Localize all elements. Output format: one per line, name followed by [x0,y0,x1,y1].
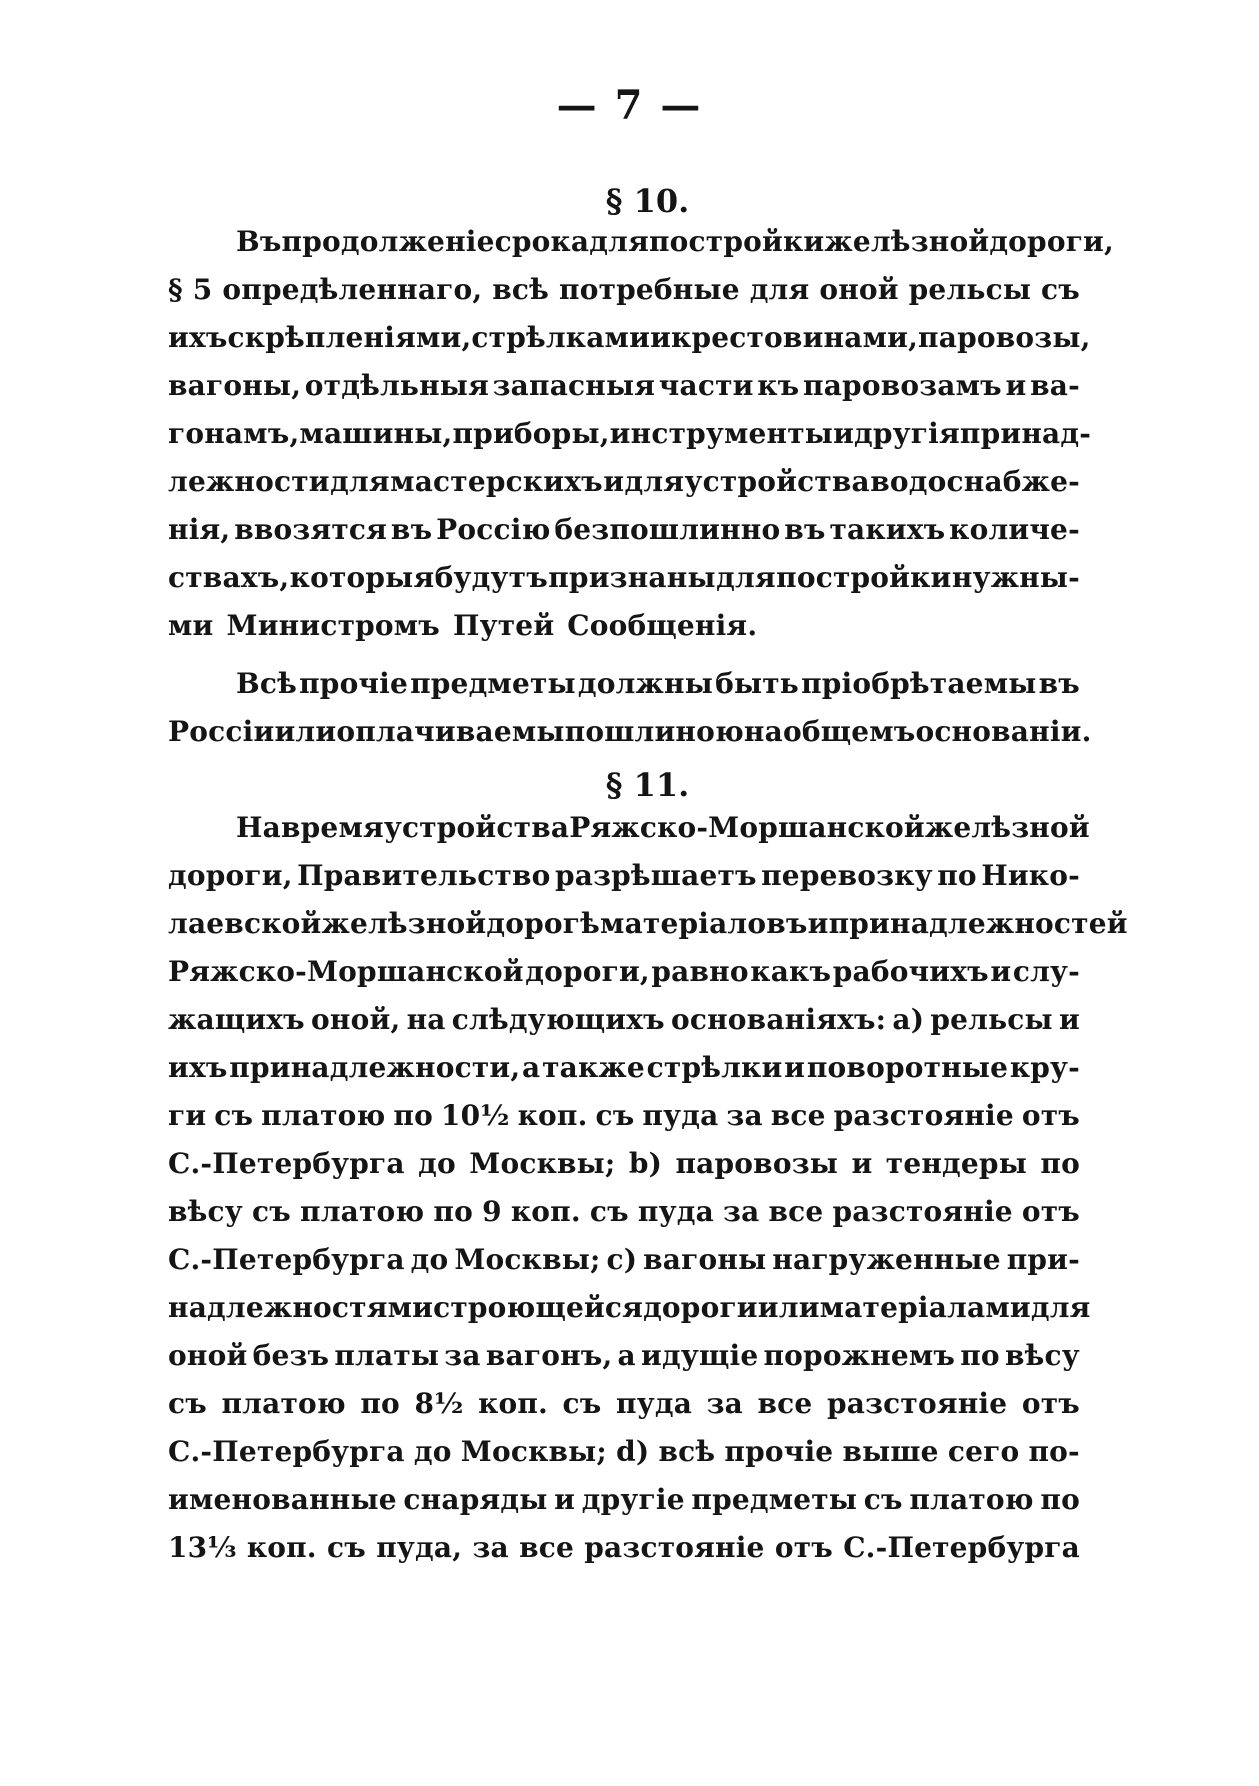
word: за [472,1531,509,1564]
word: съ [589,1195,629,1228]
word: оной, [311,1003,401,1036]
word: устройства [383,811,570,844]
word: 5 [192,273,213,306]
word: водоснабже- [870,465,1080,498]
word: вагонъ, [485,1339,613,1372]
word: срока [494,225,590,258]
word: для [589,225,649,258]
word: разстояніе [833,1099,1014,1132]
word: платою [221,1387,346,1420]
text-line [168,948,1080,996]
word: къ [757,369,800,402]
page-number: — 7 — [556,82,703,129]
text-line [168,660,1080,708]
word: постройки [648,225,825,258]
word: а [617,1339,636,1372]
text-line [168,362,1080,410]
word: ихъ [168,321,228,354]
word: ми [168,609,214,642]
word: съ [1041,273,1080,306]
word: 9 [482,1195,502,1228]
word: для [330,465,390,498]
word: дороги, [168,859,293,892]
word: на [406,1003,446,1036]
word: и [554,1483,576,1516]
word: слѣдующихъ [451,1003,665,1036]
word: платою [300,1195,425,1228]
word: принад- [959,417,1092,450]
word: коп. [510,1195,581,1228]
word: сего [947,1435,1020,1468]
word: все [757,1387,813,1420]
word: паровозамъ [803,369,1002,402]
word: На [236,811,281,844]
text-line [168,1140,1080,1188]
word: лежности [168,465,330,498]
word: съ [252,1195,291,1228]
word: Нико- [981,859,1080,892]
word: по [960,1339,1000,1372]
word: перевозку [761,859,933,892]
word: все [768,1195,824,1228]
word: Москвы; [460,1435,607,1468]
word: пуда [637,1195,714,1228]
text-line [168,852,1080,900]
word: или [757,1291,820,1324]
word: какъ [750,955,832,988]
word: поворотные [806,1051,1009,1084]
word: безпошлинно [554,513,781,546]
word: желѣзной [321,907,487,940]
word: разрѣшаетъ [554,859,757,892]
word: слу- [1012,955,1080,988]
word: крестовинами, [671,321,919,354]
section-heading-10: § 10. [605,182,690,220]
text-line [168,1332,1080,1380]
word: платы [334,1339,440,1372]
word: желѣзной [924,811,1090,844]
word: при- [1006,1243,1080,1276]
word: жащихъ [168,1003,305,1036]
word: основаніи. [915,715,1092,748]
word: рельсы [930,1003,1053,1036]
word: всѣ [658,1435,716,1468]
word: Сообщенія. [567,609,758,642]
word: платою [261,1099,386,1132]
word: и [603,465,625,498]
word: до [413,1435,452,1468]
word: ги [168,1099,207,1132]
text-line [168,1284,1091,1332]
word: все [519,1531,575,1564]
word: по [393,1099,433,1132]
word: также [542,1051,645,1084]
text-line [168,1428,1080,1476]
word: пуда [616,1387,693,1420]
word: ввозятся [234,513,388,546]
word: коп. [517,1099,588,1132]
word: предметы [691,1483,858,1516]
word: 10½ [440,1099,510,1132]
word: разстояніе [584,1531,765,1564]
word: въ [390,513,433,546]
word: дорогѣ [486,907,601,940]
word: стрѣлками [471,321,651,354]
word: снаряды [403,1483,548,1516]
word: а) [892,1003,925,1036]
word: разстояніе [832,1195,1013,1228]
word: порожнемъ [763,1339,956,1372]
text-line [168,996,1080,1044]
word: стрѣлки [646,1051,783,1084]
word: прочіе [299,667,408,700]
text-line [168,554,1080,602]
word: 8½ [414,1387,464,1420]
word: С.-Петербурга [168,1147,405,1180]
word: нужны- [951,561,1080,594]
word: отъ [1021,1195,1080,1228]
word: приборы, [452,417,610,450]
word: для [716,561,776,594]
word: С.-Петербурга [843,1531,1080,1564]
word: оной [168,1339,248,1372]
word: Всѣ [236,667,298,700]
text-line [168,1044,1080,1092]
section-heading-11: § 11. [605,766,690,804]
word: d) [616,1435,650,1468]
word: пуда [642,1099,719,1132]
word: нагруженные [772,1243,1001,1276]
word: другіе [581,1483,685,1516]
word: устройства [684,465,870,498]
text-line [168,1476,1080,1524]
word: Въ [236,225,282,258]
word: лаевской [168,907,322,940]
text-line [168,1524,1080,1572]
word: Правительство [297,859,551,892]
word: а [522,1051,541,1084]
word: по [360,1387,400,1420]
word: которыя [289,561,435,594]
word: инструменты [609,417,834,450]
text-line [168,506,1080,554]
section-11-paragraph-1 [168,804,1128,1572]
word: по [433,1195,473,1228]
word: будутъ [434,561,548,594]
word: запасныя [492,369,656,402]
word: должны [577,667,713,700]
text-line [168,1380,1080,1428]
word: пріобрѣтаемы [801,667,1037,700]
word: ва- [1030,369,1080,402]
text-line [168,602,1080,650]
word: и [851,1147,873,1180]
word: съ [562,1387,602,1420]
word: за [444,1339,481,1372]
word: равно [651,955,749,988]
word: съ [863,1483,903,1516]
word: нія, [168,513,231,546]
word: и [1005,369,1027,402]
word: ихъ [168,1051,228,1084]
word: основаніяхъ: [670,1003,887,1036]
word: отъ [1021,1387,1080,1420]
word: по [937,859,977,892]
word: желѣзной [824,225,990,258]
word: отдѣльныя [304,369,489,402]
word: признаны [548,561,716,594]
word: платою [909,1483,1034,1516]
text-line [168,1188,1080,1236]
word: гонамъ, [168,417,300,450]
word: оплачиваемы [336,715,565,748]
word: общемъ [782,715,916,748]
word: § [168,273,183,306]
word: съ [168,1387,207,1420]
word: дороги, [989,225,1114,258]
word: все [770,1099,826,1132]
text-line [168,218,1114,266]
text-line [168,708,1092,756]
word: рельсы [908,273,1032,306]
word: надлежностями [168,1291,434,1324]
text-line [168,266,1080,314]
word: кру- [1009,1051,1080,1084]
word: c) [606,1243,638,1276]
word: мастерскихъ [390,465,603,498]
word: и [833,417,855,450]
word: безъ [252,1339,330,1372]
word: для [749,273,810,306]
word: постройки [776,561,952,594]
word: машины, [299,417,453,450]
word: за [706,1387,743,1420]
word: быть [715,667,799,700]
word: Ряжско-Моршанской [569,811,925,844]
word: Путей [452,609,555,642]
word: другія [854,417,960,450]
word: продолженіе [281,225,495,258]
word: рабочихъ [832,955,989,988]
word: въ [1038,667,1080,700]
text-line [168,804,1090,852]
word: опредѣленнаго, [222,273,483,306]
word: прочіе [724,1435,834,1468]
word: Ряжско-Моршанской [168,955,524,988]
word: и [1058,1003,1080,1036]
text-line [168,410,1092,458]
text-line [168,458,1080,506]
word: b) [628,1147,663,1180]
word: съ [214,1099,254,1132]
word: предметы [410,667,576,700]
word: вѣсу [1004,1339,1080,1372]
word: съ [327,1531,366,1564]
word: тендеры [885,1147,1027,1180]
word: матеріалами [819,1291,1031,1324]
section-10-paragraph-1 [168,218,1114,650]
word: дороги [643,1291,758,1324]
word: Министромъ [226,609,440,642]
word: для [624,465,685,498]
word: скрѣпленіями, [227,321,472,354]
word: разстояніе [826,1387,1008,1420]
word: въ [784,513,826,546]
word: коп. [478,1387,549,1420]
word: коп. [246,1531,317,1564]
text-line [168,1092,1080,1140]
word: до [410,1243,449,1276]
word: до [418,1147,456,1180]
word: съ [595,1099,635,1132]
word: части [658,369,754,402]
word: строющейся [433,1291,644,1324]
word: по- [1028,1435,1080,1468]
word: идущіе [641,1339,759,1372]
word: всѣ [492,273,550,306]
word: для [1030,1291,1091,1324]
word: матеріаловъ [600,907,808,940]
word: принадлежности, [229,1051,521,1084]
word: ствахъ, [168,561,290,594]
word: или [274,715,337,748]
word: Россіи [168,715,275,748]
section-10-paragraph-2 [168,660,1092,756]
word: за [723,1195,760,1228]
word: и [990,955,1012,988]
word: вагоны, [168,369,302,402]
word: принадлежностей [828,907,1128,940]
word: вагоны [643,1243,767,1276]
word: по [1040,1147,1080,1180]
word: вѣсу [168,1195,243,1228]
word: С.-Петербурга [168,1243,405,1276]
word: на [743,715,783,748]
text-line [168,900,1128,948]
word: Россію [436,513,551,546]
word: за [726,1099,763,1132]
word: паровозы, [918,321,1091,354]
word: такихъ [829,513,946,546]
word: дороги, [525,955,650,988]
word: выше [842,1435,939,1468]
word: Москвы; [454,1243,601,1276]
word: 13⅓ [168,1531,237,1564]
word: именованные [168,1483,397,1516]
word: количе- [949,513,1080,546]
word: и [807,907,829,940]
text-line [168,1236,1080,1284]
word: паровозы [675,1147,839,1180]
word: и [650,321,672,354]
word: пуда, [376,1531,463,1564]
word: оной [819,273,899,306]
word: пошлиною [564,715,744,748]
word: по [1040,1483,1080,1516]
word: отъ [774,1531,833,1564]
word: время [281,811,384,844]
word: потребные [559,273,740,306]
word: и [784,1051,806,1084]
text-line [168,314,1091,362]
word: отъ [1021,1099,1080,1132]
word: С.-Петербурга [168,1435,405,1468]
word: Москвы; [469,1147,616,1180]
